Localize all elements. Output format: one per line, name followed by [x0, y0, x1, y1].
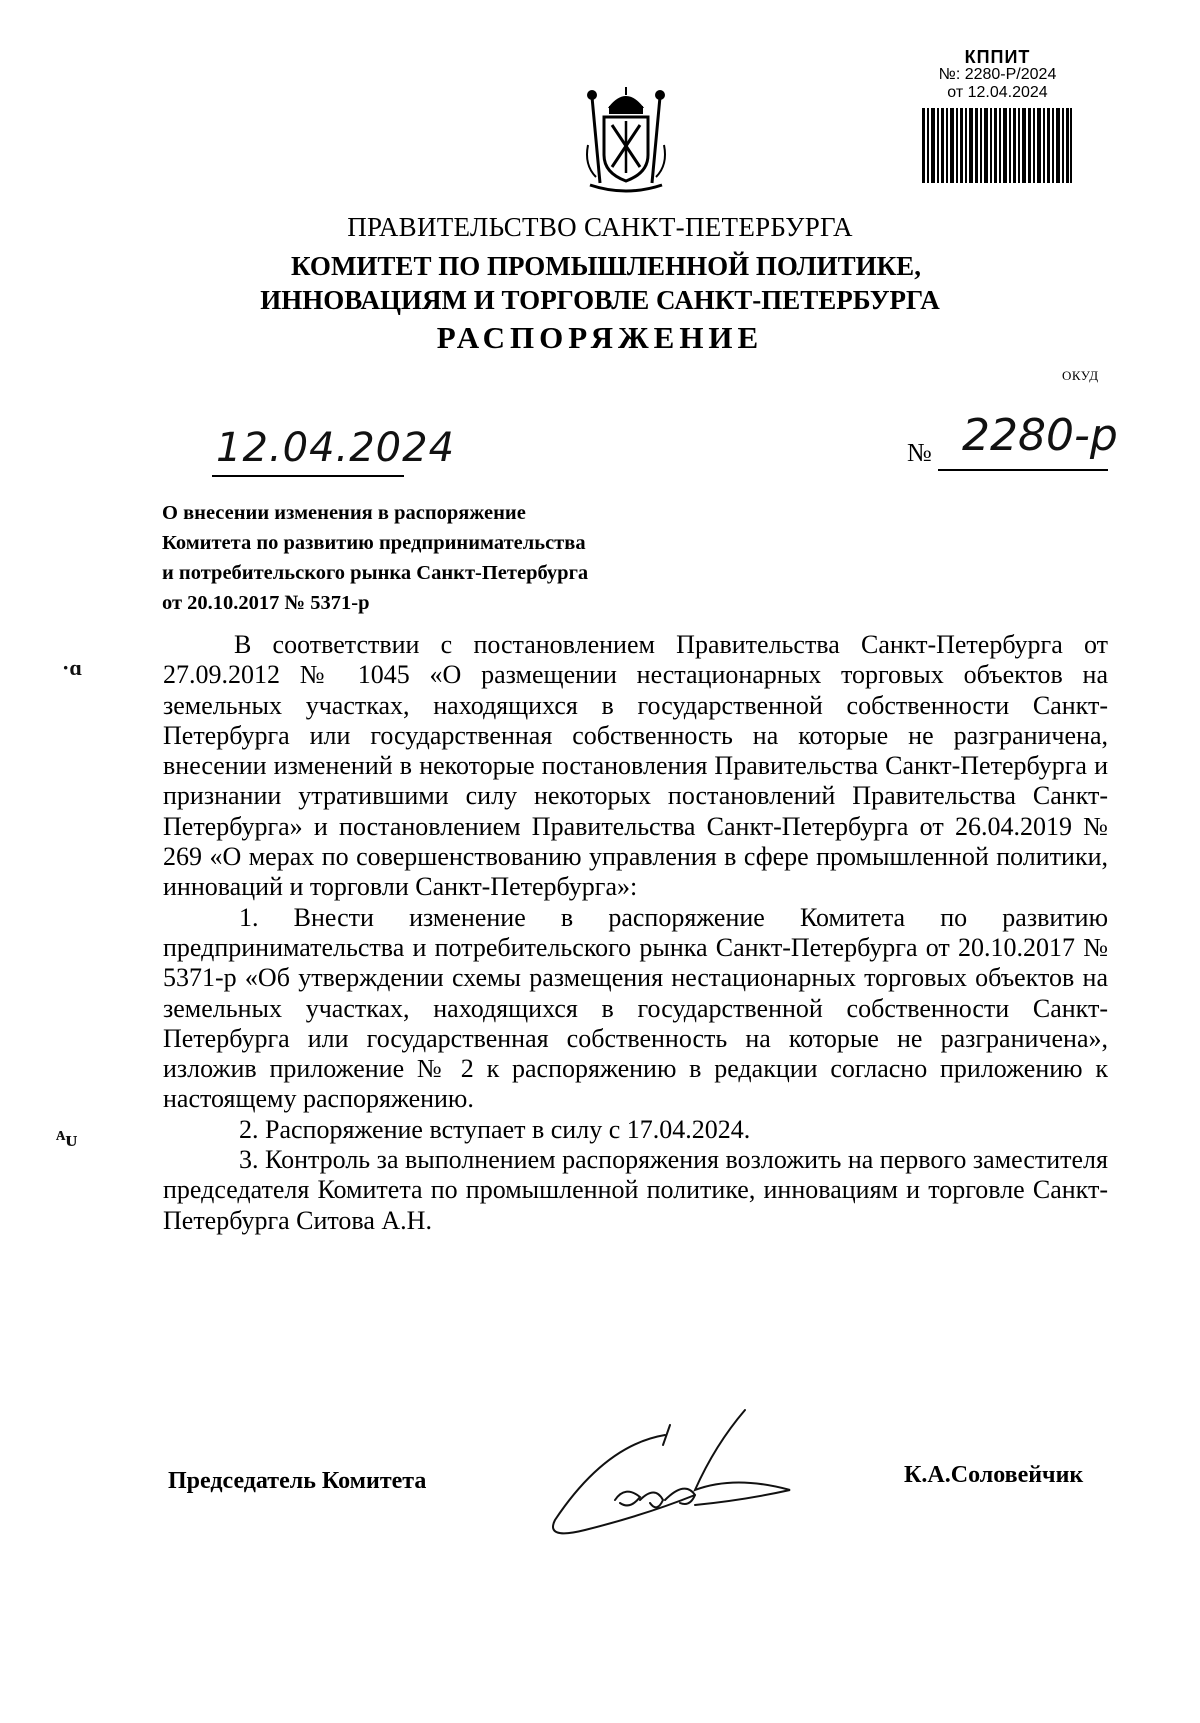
document-body — [163, 630, 1108, 1236]
stamp-org: КППИТ — [964, 47, 1031, 67]
subject-line: Комитета по развитию предпринимательства — [162, 532, 586, 554]
subject-line: О внесении изменения в распоряжение — [162, 502, 526, 524]
signatory-name: К.А.Соловейчик — [904, 1462, 1084, 1488]
margin-mark: ·ɑ — [62, 655, 82, 680]
registration-date: 12.04.2024 — [216, 425, 456, 471]
registration-number: 2280-р — [962, 410, 1118, 461]
item-3-paragraph: 3. Контроль за выполнением распоряжения возложить на первого заместителя председателя Комитета по промышленной политике, инновациям и торговле Санкт-Петербурга Ситова А.Н. — [163, 1145, 1108, 1235]
subject-line: и потребительского рынка Санкт-Петербурга — [162, 562, 589, 584]
okud-label: ОКУД — [1062, 368, 1099, 383]
number-underline — [938, 469, 1108, 471]
stamp-date: от 12.04.2024 — [947, 84, 1048, 101]
handwritten-signature — [545, 1405, 815, 1545]
subject-line: от 20.10.2017 № 5371-р — [162, 592, 370, 614]
number-label: № — [907, 438, 932, 467]
item-1-paragraph: 1. Внести изменение в распоряжение Комитета по развитию предпринимательства и потребительского рынка Санкт-Петербурга от 20.10.2017 № 5371-р «Об утверждении схемы размещения нестационарных торговых объектов на земельных участках, находящихся в государственной собственности Санкт-Петербурга или государственная собственность на которые не разграничена», изложив приложение № 2 к распоряжению в редакции согласно приложению к настоящему распоряжению. — [163, 902, 1108, 1114]
government-heading: ПРАВИТЕЛЬСТВО САНКТ-ПЕТЕРБУРГА — [347, 212, 853, 242]
document-type: РАСПОРЯЖЕНИЕ — [436, 320, 764, 355]
date-underline — [212, 475, 404, 477]
stamp-number: №: 2280-Р/2024 — [938, 66, 1057, 83]
signatory-position: Председатель Комитета — [168, 1468, 427, 1494]
document-subject — [162, 498, 722, 618]
barcode — [922, 108, 1072, 183]
committee-heading-line1: КОМИТЕТ ПО ПРОМЫШЛЕННОЙ ПОЛИТИКЕ, — [291, 251, 921, 281]
committee-heading-line2: ИННОВАЦИЯМ И ТОРГОВЛЕ САНКТ-ПЕТЕРБУРГА — [260, 285, 940, 315]
margin-mark: ᴬᴜ — [56, 1126, 78, 1151]
coat-of-arms-icon — [570, 85, 682, 193]
preamble-paragraph: В соответствии с постановлением Правительства Санкт-Петербурга от 27.09.2012 № 1045 «О размещении нестационарных торговых объектов на земельных участках, находящихся в государственной собственности Санкт-Петербурга или государственная собственность на которые не разграничена, внесении изменений в некоторые постановления Правительства Санкт-Петербурга и признании утратившими силу некоторых постановлений Правительства Санкт-Петербурга» и постановлением Правительства Санкт-Петербурга от 26.04.2019 № 269 «О мерах по совершенствованию управления в сфере промышленной политики, инноваций и торговли Санкт-Петербурга»: — [163, 630, 1108, 902]
item-2-paragraph: 2. Распоряжение вступает в силу с 17.04.2024. — [239, 1114, 751, 1144]
registration-stamp — [920, 48, 1075, 102]
